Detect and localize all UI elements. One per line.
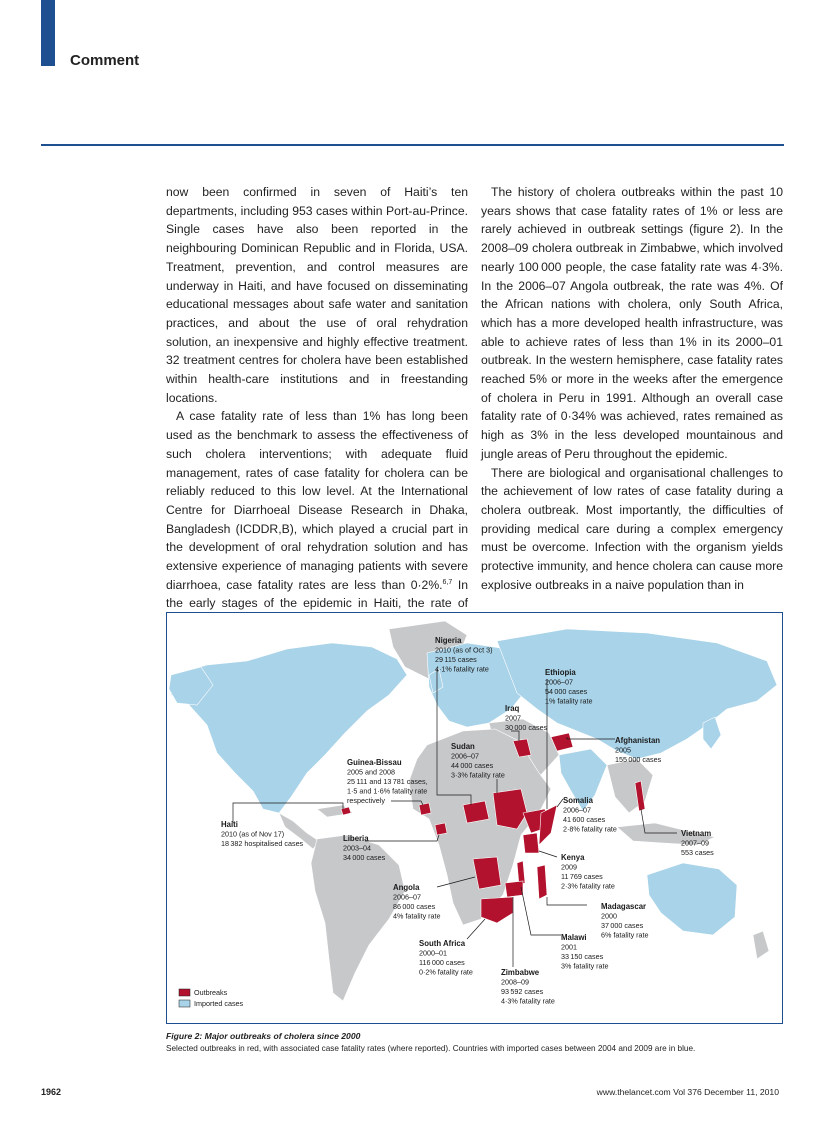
legend-outbreak-label: Outbreaks — [194, 988, 228, 997]
label-madagascar: Madagascar 2000 37 000 cases 6% fatality rate — [601, 902, 649, 940]
label-angola: Angola 2006–07 86 000 cases 4% fatality rate — [393, 883, 441, 921]
label-iraq: Iraq 2007 30 000 cases — [505, 704, 548, 732]
label-sudan: Sudan 2006–07 44 000 cases 3·3% fatality rate — [451, 742, 505, 780]
new-zealand — [753, 931, 769, 959]
label-kenya: Kenya 2009 11 769 cases 2·3% fatality rate — [561, 853, 615, 891]
kenya-outbreak — [523, 833, 539, 853]
right-paragraph-1: The history of cholera outbreaks within the past 10 years shows that case fatality rates of 1% or less are rarely achieved in outbreak settings (figure 2). In the 2008–09 cholera outbreak in Zimbabwe, which involved nearly 100 000 people, the case fatality rate was 4·3%. In the 2006–07 Angola outbreak, the rate was 4%. Of the African nations with cholera, only South Africa, which has a more developed health infrastructure, was able to achieve rates of less than 1% in its 2000–01 outbreak. In the western hemisphere, case fatality rates reached 5% or more in the weeks after the emergence of cholera in Peru in 1991. Although an overall case fatality rate of 0·34% was achieved, rates remained as high as 3% in the less developed mountainous and jungle areas of Peru throughout the epidemic. — [481, 185, 783, 461]
label-ethiopia: Ethiopia 2006–07 54 000 cases 1% fatality rate — [545, 668, 593, 706]
label-somalia: Somalia 2006–07 41 600 cases 2·8% fatality rate — [563, 796, 617, 834]
label-south-africa: South Africa 2000–01 116 000 cases 0·2% fatality rate — [419, 939, 473, 977]
header-rule — [41, 144, 784, 146]
figure-caption-title: Figure 2: Major outbreaks of cholera since 2000 — [166, 1031, 361, 1041]
leader-madagascar — [547, 897, 587, 905]
label-nigeria: Nigeria 2010 (as of Oct 3) 29 115 cases 4·1% fatality rate — [435, 636, 493, 674]
leader-liberia — [365, 835, 439, 841]
left-paragraph-1: now been confirmed in seven of Haiti’s ten departments, including 953 cases within Port-au-Prince. Single cases have also been reported in the neighbouring Dominican Republic and in Florida, USA. Treatment, prevention, and control measures are underway in Haiti, and have focused on disseminating educational messages about safe water and sanitation practices, and about the use of oral rehydration solution, an inexpensive and highly effective treatment. 32 treatment centres for cholera have been established within health-care institutions and in freestanding locations. — [166, 185, 468, 405]
page-number: 1962 — [41, 1087, 62, 1097]
south-africa-outbreak — [481, 897, 513, 923]
header-accent-bar — [41, 0, 55, 66]
world-map — [167, 613, 782, 1023]
liberia-outbreak — [435, 823, 447, 835]
left-paragraph-2 — [166, 407, 468, 631]
right-paragraph-2: There are biological and organisational challenges to the achievement of low rates of case fatality during a cholera outbreak. Most importantly, the difficulties of providing medical care during a complex emergency must be overcome. Infection with the organism yields protective immunity, and hence cholera can cause more explosive outbreaks in a naive population than in — [481, 465, 783, 592]
label-vietnam: Vietnam 2007–09 553 cases — [681, 829, 714, 857]
label-liberia: Liberia 2003–04 34 000 cases — [343, 834, 386, 862]
label-malawi: Malawi 2001 33 150 cases 3% fatality rate — [561, 933, 609, 971]
label-afghanistan: Afghanistan 2005 155 000 cases — [615, 736, 662, 764]
map-legend — [179, 988, 244, 1008]
zimbabwe-outbreak — [505, 881, 523, 897]
japan — [703, 717, 721, 749]
cholera-map-figure — [166, 612, 783, 1024]
section-label: Comment — [70, 52, 140, 69]
figure-caption-text: Selected outbreaks in red, with associated case fatality rates (where reported). Countries with imported cases between 2004 and 2009 are in blue. — [166, 1044, 696, 1053]
left-column — [166, 183, 468, 632]
left-paragraph-2-text: A case fatality rate of less than 1% has long been used as the benchmark to assess the effectiveness of such cholera interventions; with adequate fluid management, rates of case fatality for cholera can be reliably reduced to this low level. At the International Centre for Diarrhoeal Disease Research in Dhaka, Bangladesh (ICDDR,B), which played a crucial part in the development of oral rehydration solution and has extensive experience of managing patients with severe diarrhoea, case fatality rates are less than 0·2%. — [166, 409, 468, 592]
legend-imported-label: Imported cases — [194, 999, 244, 1008]
label-haiti: Haiti 2010 (as of Nov 17) 18 382 hospitalised cases — [221, 820, 304, 848]
guinea-bissau-outbreak — [419, 803, 431, 815]
australia — [647, 863, 737, 935]
leader-kenya — [539, 851, 557, 857]
legend-outbreak-swatch — [179, 989, 190, 996]
southeast-asia — [607, 759, 653, 813]
label-guinea-bissau: Guinea-Bissau 2005 and 2008 25 111 and 13 781 cases, 1·5 and 1·6% fatality rate respectively — [347, 758, 428, 805]
citation-superscript: 6,7 — [442, 578, 453, 586]
label-zimbabwe: Zimbabwe 2008–09 93 592 cases 4·3% fatality rate — [501, 968, 555, 1006]
nigeria-outbreak — [463, 801, 489, 823]
left-paragraph-2-end: In the early stages of the epidemic in Haiti, the rate of — [166, 577, 468, 611]
madagascar-outbreak — [537, 865, 547, 899]
journal-citation: www.thelancet.com Vol 376 December 11, 2010 — [596, 1087, 779, 1097]
right-column — [481, 183, 783, 594]
legend-imported-swatch — [179, 1000, 190, 1007]
